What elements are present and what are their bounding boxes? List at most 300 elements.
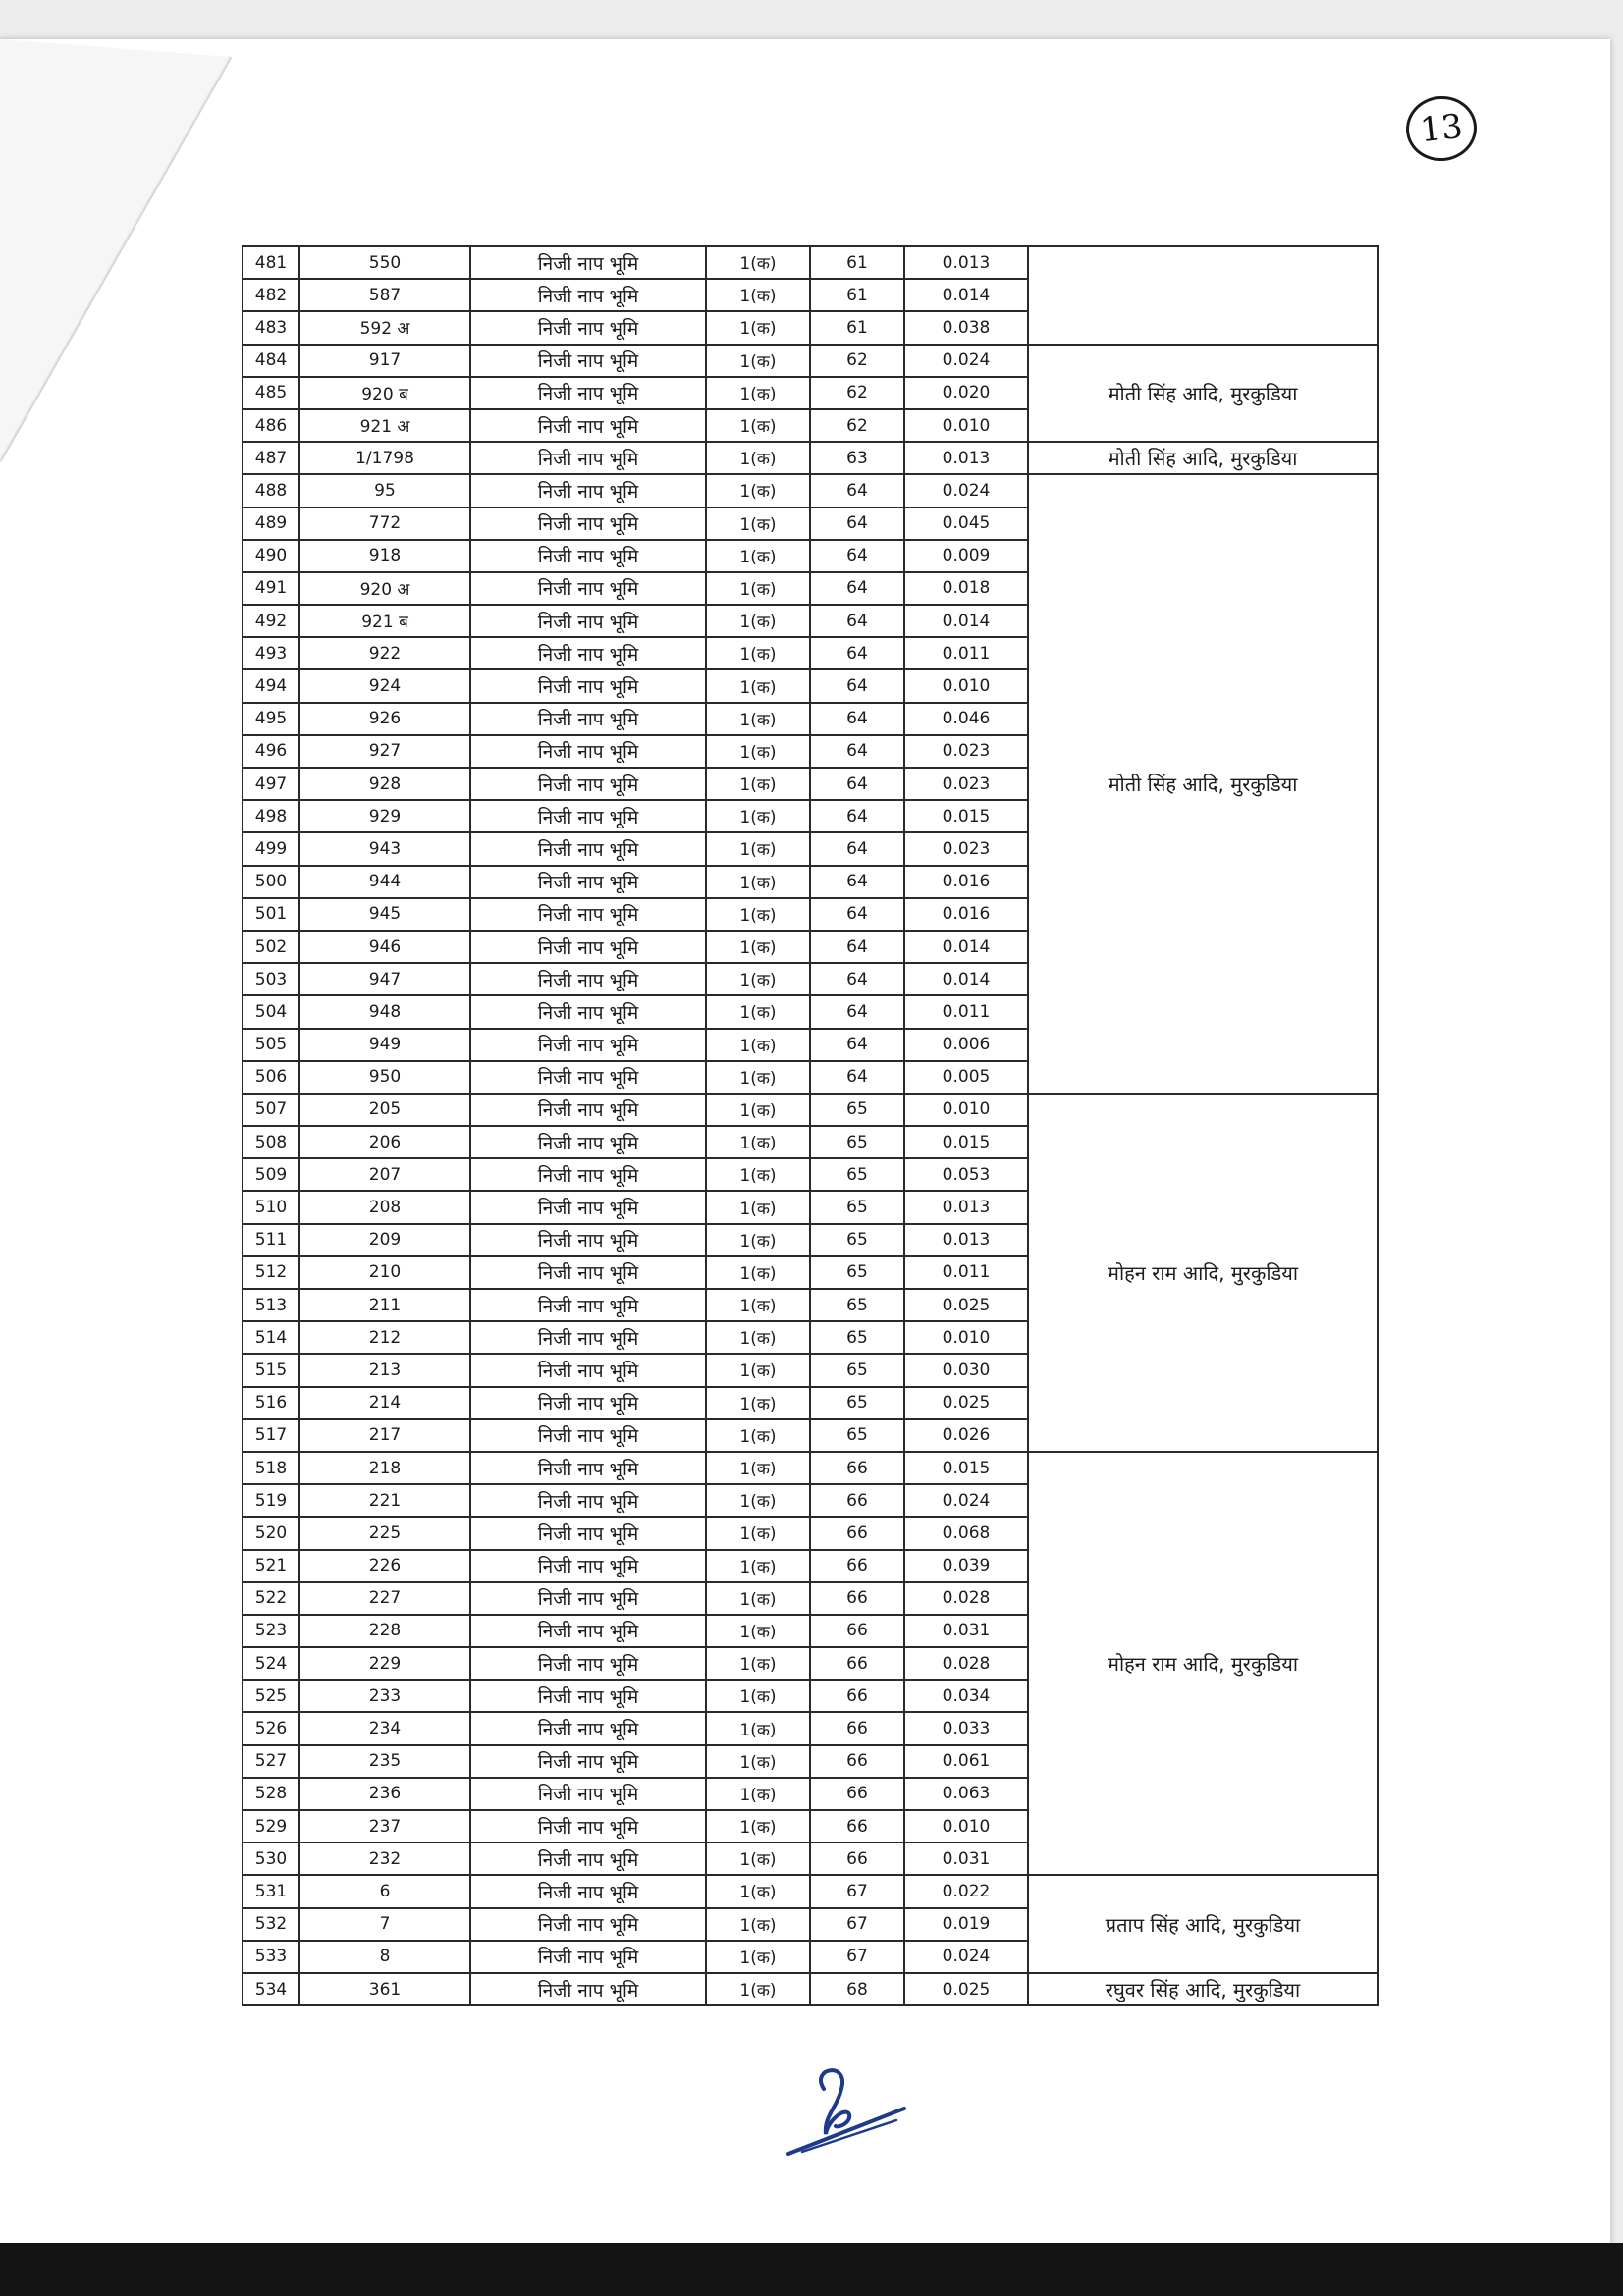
khata-number-cell: 65 — [810, 1387, 904, 1419]
serial-number-cell: 491 — [243, 572, 299, 605]
category-cell: 1(क) — [706, 409, 810, 442]
category-cell: 1(क) — [706, 669, 810, 702]
serial-number-cell: 511 — [243, 1224, 299, 1256]
table-row — [243, 1094, 1378, 1126]
land-type-cell: निजी नाप भूमि — [470, 1191, 706, 1223]
khata-number-cell: 64 — [810, 931, 904, 963]
category-cell: 1(क) — [706, 637, 810, 669]
category-cell: 1(क) — [706, 1354, 810, 1386]
serial-number-cell: 531 — [243, 1875, 299, 1907]
category-cell: 1(क) — [706, 832, 810, 865]
khata-number-cell: 66 — [810, 1615, 904, 1647]
plot-number-cell: 237 — [299, 1810, 470, 1842]
area-cell: 0.011 — [904, 637, 1028, 669]
khata-number-cell: 61 — [810, 311, 904, 344]
serial-number-cell: 509 — [243, 1158, 299, 1191]
serial-number-cell: 499 — [243, 832, 299, 865]
serial-number-cell: 487 — [243, 442, 299, 474]
khata-number-cell: 64 — [810, 637, 904, 669]
area-cell: 0.010 — [904, 409, 1028, 442]
category-cell: 1(क) — [706, 1289, 810, 1321]
plot-number-cell: 920 ब — [299, 377, 470, 409]
land-type-cell: निजी नाप भूमि — [470, 540, 706, 572]
khata-number-cell: 65 — [810, 1419, 904, 1452]
signature — [781, 2059, 908, 2158]
category-cell: 1(क) — [706, 540, 810, 572]
plot-number-cell: 212 — [299, 1321, 470, 1354]
khata-number-cell: 66 — [810, 1810, 904, 1842]
land-type-cell: निजी नाप भूमि — [470, 377, 706, 409]
land-type-cell: निजी नाप भूमि — [470, 931, 706, 963]
area-cell: 0.020 — [904, 377, 1028, 409]
khata-number-cell: 64 — [810, 540, 904, 572]
category-cell: 1(क) — [706, 377, 810, 409]
khata-number-cell: 67 — [810, 1908, 904, 1941]
plot-number-cell: 218 — [299, 1452, 470, 1484]
land-type-cell: निजी नाप भूमि — [470, 1321, 706, 1354]
owner-name-cell: प्रताप सिंह आदि, मुरकुडिया — [1028, 1875, 1378, 1973]
plot-number-cell: 592 अ — [299, 311, 470, 344]
khata-number-cell: 66 — [810, 1842, 904, 1875]
category-cell: 1(क) — [706, 768, 810, 800]
land-type-cell: निजी नाप भूमि — [470, 1745, 706, 1778]
category-cell: 1(क) — [706, 474, 810, 507]
category-cell: 1(क) — [706, 246, 810, 279]
khata-number-cell: 65 — [810, 1191, 904, 1223]
khata-number-cell: 65 — [810, 1158, 904, 1191]
area-cell: 0.063 — [904, 1778, 1028, 1810]
area-cell: 0.013 — [904, 1191, 1028, 1223]
land-type-cell: निजी नाप भूमि — [470, 1387, 706, 1419]
area-cell: 0.023 — [904, 768, 1028, 800]
land-type-cell: निजी नाप भूमि — [470, 1484, 706, 1517]
category-cell: 1(क) — [706, 1582, 810, 1615]
area-cell: 0.045 — [904, 507, 1028, 540]
serial-number-cell: 529 — [243, 1810, 299, 1842]
category-cell: 1(क) — [706, 898, 810, 931]
plot-number-cell: 234 — [299, 1712, 470, 1744]
plot-number-cell: 917 — [299, 345, 470, 377]
khata-number-cell: 65 — [810, 1289, 904, 1321]
serial-number-cell: 503 — [243, 963, 299, 995]
area-cell: 0.025 — [904, 1973, 1028, 2005]
land-type-cell: निजी नाप भूमि — [470, 1256, 706, 1289]
area-cell: 0.014 — [904, 931, 1028, 963]
plot-number-cell: 7 — [299, 1908, 470, 1941]
area-cell: 0.024 — [904, 345, 1028, 377]
category-cell: 1(क) — [706, 800, 810, 832]
plot-number-cell: 228 — [299, 1615, 470, 1647]
category-cell: 1(क) — [706, 1810, 810, 1842]
area-cell: 0.011 — [904, 995, 1028, 1028]
land-type-cell: निजी नाप भूमि — [470, 1941, 706, 1973]
land-record-table — [242, 245, 1379, 2006]
owner-name-cell: मोती सिंह आदि, मुरकुडिया — [1028, 442, 1378, 474]
land-type-cell: निजी नाप भूमि — [470, 735, 706, 768]
land-type-cell: निजी नाप भूमि — [470, 1778, 706, 1810]
page-number: 13 — [1418, 106, 1465, 151]
area-cell: 0.016 — [904, 866, 1028, 898]
plot-number-cell: 214 — [299, 1387, 470, 1419]
category-cell: 1(क) — [706, 1224, 810, 1256]
category-cell: 1(क) — [706, 1745, 810, 1778]
plot-number-cell: 221 — [299, 1484, 470, 1517]
khata-number-cell: 66 — [810, 1582, 904, 1615]
serial-number-cell: 506 — [243, 1061, 299, 1094]
land-type-cell: निजी नाप भूमि — [470, 1875, 706, 1907]
category-cell: 1(क) — [706, 1680, 810, 1712]
plot-number-cell: 235 — [299, 1745, 470, 1778]
plot-number-cell: 205 — [299, 1094, 470, 1126]
area-cell: 0.010 — [904, 1321, 1028, 1354]
khata-number-cell: 66 — [810, 1647, 904, 1680]
plot-number-cell: 927 — [299, 735, 470, 768]
plot-number-cell: 361 — [299, 1973, 470, 2005]
serial-number-cell: 498 — [243, 800, 299, 832]
plot-number-cell: 95 — [299, 474, 470, 507]
owner-name-cell: मोहन राम आदि, मुरकुडिया — [1028, 1094, 1378, 1452]
plot-number-cell: 921 ब — [299, 605, 470, 637]
area-cell: 0.025 — [904, 1289, 1028, 1321]
plot-number-cell: 213 — [299, 1354, 470, 1386]
serial-number-cell: 518 — [243, 1452, 299, 1484]
category-cell: 1(क) — [706, 963, 810, 995]
land-type-cell: निजी नाप भूमि — [470, 963, 706, 995]
category-cell: 1(क) — [706, 1875, 810, 1907]
area-cell: 0.031 — [904, 1842, 1028, 1875]
category-cell: 1(क) — [706, 735, 810, 768]
area-cell: 0.013 — [904, 442, 1028, 474]
serial-number-cell: 527 — [243, 1745, 299, 1778]
serial-number-cell: 488 — [243, 474, 299, 507]
plot-number-cell: 928 — [299, 768, 470, 800]
plot-number-cell: 550 — [299, 246, 470, 279]
area-cell: 0.024 — [904, 1484, 1028, 1517]
category-cell: 1(क) — [706, 442, 810, 474]
category-cell: 1(क) — [706, 1778, 810, 1810]
plot-number-cell: 947 — [299, 963, 470, 995]
land-type-cell: निजी नाप भूमि — [470, 442, 706, 474]
serial-number-cell: 522 — [243, 1582, 299, 1615]
category-cell: 1(क) — [706, 1256, 810, 1289]
serial-number-cell: 513 — [243, 1289, 299, 1321]
area-cell: 0.024 — [904, 474, 1028, 507]
serial-number-cell: 508 — [243, 1126, 299, 1158]
land-type-cell: निजी नाप भूमि — [470, 1973, 706, 2005]
plot-number-cell: 948 — [299, 995, 470, 1028]
area-cell: 0.010 — [904, 1810, 1028, 1842]
area-cell: 0.022 — [904, 1875, 1028, 1907]
serial-number-cell: 497 — [243, 768, 299, 800]
category-cell: 1(क) — [706, 1094, 810, 1126]
land-type-cell: निजी नाप भूमि — [470, 703, 706, 735]
area-cell: 0.016 — [904, 898, 1028, 931]
category-cell: 1(क) — [706, 1158, 810, 1191]
plot-number-cell: 8 — [299, 1941, 470, 1973]
area-cell: 0.010 — [904, 1094, 1028, 1126]
category-cell: 1(क) — [706, 1941, 810, 1973]
land-type-cell: निजी नाप भूमि — [470, 669, 706, 702]
plot-number-cell: 232 — [299, 1842, 470, 1875]
khata-number-cell: 61 — [810, 246, 904, 279]
area-cell: 0.053 — [904, 1158, 1028, 1191]
land-type-cell: निजी नाप भूमि — [470, 1582, 706, 1615]
category-cell: 1(क) — [706, 572, 810, 605]
serial-number-cell: 516 — [243, 1387, 299, 1419]
category-cell: 1(क) — [706, 1484, 810, 1517]
plot-number-cell: 225 — [299, 1517, 470, 1549]
plot-number-cell: 233 — [299, 1680, 470, 1712]
serial-number-cell: 486 — [243, 409, 299, 442]
plot-number-cell: 920 अ — [299, 572, 470, 605]
plot-number-cell: 922 — [299, 637, 470, 669]
plot-number-cell: 949 — [299, 1029, 470, 1061]
serial-number-cell: 526 — [243, 1712, 299, 1744]
khata-number-cell: 62 — [810, 377, 904, 409]
category-cell: 1(क) — [706, 995, 810, 1028]
land-type-cell: निजी नाप भूमि — [470, 1712, 706, 1744]
khata-number-cell: 65 — [810, 1256, 904, 1289]
land-type-cell: निजी नाप भूमि — [470, 1517, 706, 1549]
serial-number-cell: 484 — [243, 345, 299, 377]
land-type-cell: निजी नाप भूमि — [470, 637, 706, 669]
land-type-cell: निजी नाप भूमि — [470, 345, 706, 377]
serial-number-cell: 493 — [243, 637, 299, 669]
serial-number-cell: 521 — [243, 1550, 299, 1582]
khata-number-cell: 64 — [810, 572, 904, 605]
khata-number-cell: 68 — [810, 1973, 904, 2005]
khata-number-cell: 64 — [810, 800, 904, 832]
plot-number-cell: 926 — [299, 703, 470, 735]
khata-number-cell: 64 — [810, 735, 904, 768]
khata-number-cell: 67 — [810, 1875, 904, 1907]
khata-number-cell: 64 — [810, 1029, 904, 1061]
serial-number-cell: 492 — [243, 605, 299, 637]
area-cell: 0.024 — [904, 1941, 1028, 1973]
serial-number-cell: 525 — [243, 1680, 299, 1712]
land-type-cell: निजी नाप भूमि — [470, 1354, 706, 1386]
area-cell: 0.010 — [904, 669, 1028, 702]
table-row — [243, 442, 1378, 474]
owner-name-cell: रघुवर सिंह आदि, मुरकुडिया — [1028, 1973, 1378, 2005]
land-type-cell: निजी नाप भूमि — [470, 768, 706, 800]
land-type-cell: निजी नाप भूमि — [470, 1029, 706, 1061]
land-type-cell: निजी नाप भूमि — [470, 605, 706, 637]
khata-number-cell: 64 — [810, 1061, 904, 1094]
land-type-cell: निजी नाप भूमि — [470, 1680, 706, 1712]
category-cell: 1(क) — [706, 1126, 810, 1158]
category-cell: 1(क) — [706, 1419, 810, 1452]
table-row — [243, 1452, 1378, 1484]
khata-number-cell: 65 — [810, 1224, 904, 1256]
plot-number-cell: 950 — [299, 1061, 470, 1094]
land-type-cell: निजी नाप भूमि — [470, 1908, 706, 1941]
land-type-cell: निजी नाप भूमि — [470, 1842, 706, 1875]
khata-number-cell: 65 — [810, 1126, 904, 1158]
land-type-cell: निजी नाप भूमि — [470, 1126, 706, 1158]
category-cell: 1(क) — [706, 311, 810, 344]
plot-number-cell: 236 — [299, 1778, 470, 1810]
khata-number-cell: 62 — [810, 345, 904, 377]
plot-number-cell: 210 — [299, 1256, 470, 1289]
land-type-cell: निजी नाप भूमि — [470, 1289, 706, 1321]
area-cell: 0.019 — [904, 1908, 1028, 1941]
category-cell: 1(क) — [706, 1321, 810, 1354]
serial-number-cell: 485 — [243, 377, 299, 409]
category-cell: 1(क) — [706, 931, 810, 963]
plot-number-cell: 217 — [299, 1419, 470, 1452]
table-body — [243, 246, 1378, 2005]
land-type-cell: निजी नाप भूमि — [470, 1550, 706, 1582]
khata-number-cell: 64 — [810, 507, 904, 540]
khata-number-cell: 65 — [810, 1321, 904, 1354]
serial-number-cell: 520 — [243, 1517, 299, 1549]
area-cell: 0.013 — [904, 1224, 1028, 1256]
serial-number-cell: 532 — [243, 1908, 299, 1941]
plot-number-cell: 207 — [299, 1158, 470, 1191]
serial-number-cell: 534 — [243, 1973, 299, 2005]
serial-number-cell: 495 — [243, 703, 299, 735]
area-cell: 0.028 — [904, 1582, 1028, 1615]
serial-number-cell: 510 — [243, 1191, 299, 1223]
area-cell: 0.014 — [904, 963, 1028, 995]
category-cell: 1(क) — [706, 1029, 810, 1061]
khata-number-cell: 64 — [810, 703, 904, 735]
land-type-cell: निजी नाप भूमि — [470, 800, 706, 832]
land-type-cell: निजी नाप भूमि — [470, 832, 706, 865]
table-row — [243, 474, 1378, 507]
area-cell: 0.034 — [904, 1680, 1028, 1712]
serial-number-cell: 524 — [243, 1647, 299, 1680]
plot-number-cell: 208 — [299, 1191, 470, 1223]
plot-number-cell: 1/1798 — [299, 442, 470, 474]
khata-number-cell: 64 — [810, 768, 904, 800]
area-cell: 0.025 — [904, 1387, 1028, 1419]
category-cell: 1(क) — [706, 1061, 810, 1094]
plot-number-cell: 921 अ — [299, 409, 470, 442]
plot-number-cell: 227 — [299, 1582, 470, 1615]
khata-number-cell: 64 — [810, 898, 904, 931]
land-type-cell: निजी नाप भूमि — [470, 572, 706, 605]
khata-number-cell: 66 — [810, 1712, 904, 1744]
land-type-cell: निजी नाप भूमि — [470, 311, 706, 344]
area-cell: 0.038 — [904, 311, 1028, 344]
area-cell: 0.013 — [904, 246, 1028, 279]
plot-number-cell: 946 — [299, 931, 470, 963]
plot-number-cell: 944 — [299, 866, 470, 898]
area-cell: 0.039 — [904, 1550, 1028, 1582]
land-type-cell: निजी नाप भूमि — [470, 1224, 706, 1256]
serial-number-cell: 523 — [243, 1615, 299, 1647]
scan-background-edge — [0, 2243, 1623, 2296]
category-cell: 1(क) — [706, 1615, 810, 1647]
owner-name-cell — [1028, 246, 1378, 345]
khata-number-cell: 64 — [810, 832, 904, 865]
area-cell: 0.023 — [904, 735, 1028, 768]
category-cell: 1(क) — [706, 1712, 810, 1744]
khata-number-cell: 64 — [810, 963, 904, 995]
plot-number-cell: 918 — [299, 540, 470, 572]
plot-number-cell: 587 — [299, 279, 470, 311]
land-type-cell: निजी नाप भूमि — [470, 474, 706, 507]
serial-number-cell: 505 — [243, 1029, 299, 1061]
serial-number-cell: 500 — [243, 866, 299, 898]
category-cell: 1(क) — [706, 1387, 810, 1419]
serial-number-cell: 519 — [243, 1484, 299, 1517]
area-cell: 0.015 — [904, 1452, 1028, 1484]
area-cell: 0.018 — [904, 572, 1028, 605]
land-type-cell: निजी नाप भूमि — [470, 1615, 706, 1647]
khata-number-cell: 64 — [810, 866, 904, 898]
area-cell: 0.028 — [904, 1647, 1028, 1680]
table-row — [243, 1875, 1378, 1907]
land-type-cell: निजी नाप भूमि — [470, 1094, 706, 1126]
category-cell: 1(क) — [706, 866, 810, 898]
owner-name-cell: मोती सिंह आदि, मुरकुडिया — [1028, 474, 1378, 1094]
khata-number-cell: 66 — [810, 1778, 904, 1810]
plot-number-cell: 945 — [299, 898, 470, 931]
owner-name-cell: मोती सिंह आदि, मुरकुडिया — [1028, 345, 1378, 443]
plot-number-cell: 226 — [299, 1550, 470, 1582]
plot-number-cell: 772 — [299, 507, 470, 540]
serial-number-cell: 504 — [243, 995, 299, 1028]
land-type-cell: निजी नाप भूमि — [470, 1419, 706, 1452]
khata-number-cell: 64 — [810, 474, 904, 507]
area-cell: 0.046 — [904, 703, 1028, 735]
land-type-cell: निजी नाप भूमि — [470, 1647, 706, 1680]
plot-number-cell: 229 — [299, 1647, 470, 1680]
serial-number-cell: 528 — [243, 1778, 299, 1810]
land-type-cell: निजी नाप भूमि — [470, 1158, 706, 1191]
land-type-cell: निजी नाप भूमि — [470, 866, 706, 898]
serial-number-cell: 502 — [243, 931, 299, 963]
category-cell: 1(क) — [706, 1191, 810, 1223]
plot-number-cell: 211 — [299, 1289, 470, 1321]
khata-number-cell: 64 — [810, 669, 904, 702]
land-type-cell: निजी नाप भूमि — [470, 246, 706, 279]
category-cell: 1(क) — [706, 279, 810, 311]
land-type-cell: निजी नाप भूमि — [470, 409, 706, 442]
serial-number-cell: 507 — [243, 1094, 299, 1126]
khata-number-cell: 62 — [810, 409, 904, 442]
khata-number-cell: 65 — [810, 1354, 904, 1386]
serial-number-cell: 489 — [243, 507, 299, 540]
category-cell: 1(क) — [706, 703, 810, 735]
serial-number-cell: 530 — [243, 1842, 299, 1875]
khata-number-cell: 66 — [810, 1517, 904, 1549]
khata-number-cell: 61 — [810, 279, 904, 311]
khata-number-cell: 64 — [810, 605, 904, 637]
area-cell: 0.061 — [904, 1745, 1028, 1778]
land-type-cell: निजी नाप भूमि — [470, 995, 706, 1028]
category-cell: 1(क) — [706, 1908, 810, 1941]
land-type-cell: निजी नाप भूमि — [470, 507, 706, 540]
area-cell: 0.006 — [904, 1029, 1028, 1061]
area-cell: 0.026 — [904, 1419, 1028, 1452]
khata-number-cell: 66 — [810, 1550, 904, 1582]
land-type-cell: निजी नाप भूमि — [470, 1810, 706, 1842]
serial-number-cell: 514 — [243, 1321, 299, 1354]
category-cell: 1(क) — [706, 507, 810, 540]
category-cell: 1(क) — [706, 1550, 810, 1582]
plot-number-cell: 924 — [299, 669, 470, 702]
table-row — [243, 345, 1378, 377]
plot-number-cell: 929 — [299, 800, 470, 832]
area-cell: 0.068 — [904, 1517, 1028, 1549]
land-type-cell: निजी नाप भूमि — [470, 1452, 706, 1484]
table-row — [243, 246, 1378, 279]
serial-number-cell: 482 — [243, 279, 299, 311]
